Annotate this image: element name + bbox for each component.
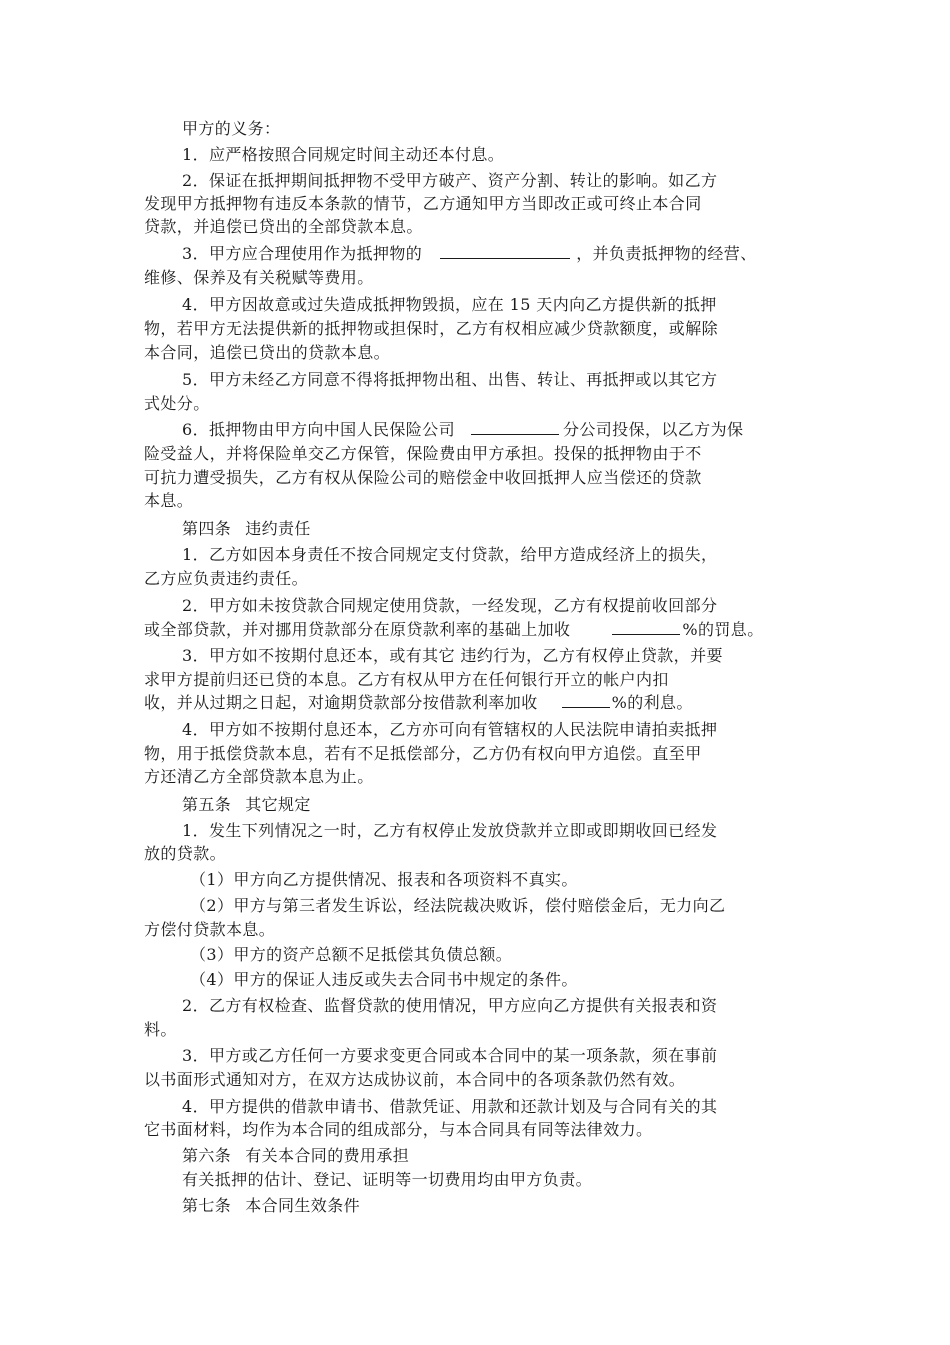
text-line <box>182 1170 592 1192</box>
text-line <box>182 821 717 843</box>
text-segment: 本合同，追偿已贷出的贷款本息。 <box>144 343 391 362</box>
text-segment: 求甲方提前归还已贷的本息。乙方有权从甲方在任何银行开立的帐户内扣 <box>144 670 669 689</box>
text-segment: 贷款，并追偿已贷出的全部贷款本息。 <box>144 217 423 236</box>
text-segment: %的利息。 <box>611 693 693 712</box>
text-segment: 料。 <box>144 1020 177 1039</box>
fill-in-blank <box>471 420 559 435</box>
text-line <box>144 1020 177 1042</box>
text-line <box>182 720 717 742</box>
text-line <box>144 767 374 789</box>
text-line <box>182 119 280 141</box>
text-segment: 1．应严格按照合同规定时间主动还本付息。 <box>182 145 505 164</box>
text-segment: 放的贷款。 <box>144 844 227 863</box>
text-line <box>144 343 390 365</box>
text-line <box>144 844 226 866</box>
text-segment: （1）甲方向乙方提供情况、报表和各项资料不真实。 <box>190 870 578 889</box>
text-line <box>144 217 423 239</box>
text-line <box>144 444 702 466</box>
text-segment: 维修、保养及有关税赋等费用。 <box>144 268 374 287</box>
text-segment: 本息。 <box>144 491 194 510</box>
text-line <box>182 370 717 392</box>
text-line <box>190 870 578 892</box>
text-line <box>182 596 717 618</box>
text-segment: 其它规定 <box>245 795 311 814</box>
text-segment: 2．乙方有权检查、监督贷款的使用情况，甲方应向乙方提供有关报表和资 <box>182 996 718 1015</box>
text-line <box>182 1196 360 1218</box>
fill-in-blank <box>440 244 570 259</box>
text-segment: ，并负责抵押物的经营、 <box>576 244 757 263</box>
text-segment: 2．保证在抵押期间抵押物不受甲方破产、资产分割、转让的影响。如乙方 <box>182 171 718 190</box>
text-line <box>182 295 717 317</box>
text-line <box>144 1070 685 1092</box>
text-segment: 3．甲方应合理使用作为抵押物的 <box>182 244 423 263</box>
text-segment: 第五条 <box>182 795 232 814</box>
text-line <box>144 920 275 942</box>
text-segment: （3）甲方的资产总额不足抵偿其负债总额。 <box>190 945 513 964</box>
text-line <box>182 545 717 567</box>
text-line <box>144 670 669 692</box>
text-segment: 式处分。 <box>144 394 210 413</box>
text-line <box>190 970 578 992</box>
text-line <box>144 620 764 642</box>
text-segment: 甲方的义务： <box>182 119 281 138</box>
text-segment: 物，用于抵偿贷款本息，若有不足抵偿部分，乙方仍有权向甲方追偿。直至甲 <box>144 744 702 763</box>
text-line <box>144 394 210 416</box>
text-segment: 有关抵押的估计、登记、证明等一切费用均由甲方负责。 <box>182 1170 593 1189</box>
text-line <box>182 171 717 193</box>
text-segment: 以书面形式通知对方，在双方达成协议前，本合同中的各项条款仍然有效。 <box>144 1070 686 1089</box>
text-line <box>182 996 717 1018</box>
text-segment: 4．甲方因故意或过失造成抵押物毁损，应在 15 天内向乙方提供新的抵押 <box>182 295 717 314</box>
text-segment: 违约责任 <box>245 519 311 538</box>
text-segment: （4）甲方的保证人违反或失去合同书中规定的条件。 <box>190 970 578 989</box>
fill-in-blank <box>612 620 680 635</box>
text-segment: 方还清乙方全部贷款本息为止。 <box>144 767 374 786</box>
text-segment: 有关本合同的费用承担 <box>245 1146 410 1165</box>
text-segment: 本合同生效条件 <box>245 1196 361 1215</box>
text-line <box>144 268 374 290</box>
text-line <box>144 693 693 715</box>
text-line <box>182 1046 717 1068</box>
text-segment: 第六条 <box>182 1146 232 1165</box>
text-line <box>190 896 725 918</box>
text-line <box>182 244 757 266</box>
text-segment: 4．甲方如不按期付息还本，乙方亦可向有管辖权的人民法院申请拍卖抵押 <box>182 720 718 739</box>
text-segment: 第七条 <box>182 1196 232 1215</box>
text-line <box>182 420 743 442</box>
text-segment: 2．甲方如未按贷款合同规定使用贷款，一经发现，乙方有权提前收回部分 <box>182 596 718 615</box>
text-segment: 或全部贷款，并对挪用贷款部分在原贷款利率的基础上加收 <box>144 620 571 639</box>
text-line <box>144 744 702 766</box>
text-segment: 物，若甲方无法提供新的抵押物或担保时，乙方有权相应减少贷款额度，或解除 <box>144 319 719 338</box>
text-segment: 分公司投保，以乙方为保 <box>562 420 744 439</box>
text-line <box>144 491 193 513</box>
text-segment: %的罚息。 <box>682 620 764 639</box>
text-line <box>182 646 723 668</box>
text-segment: 1．发生下列情况之一时，乙方有权停止发放贷款并立即或即期收回已经发 <box>182 821 718 840</box>
text-segment: 6．抵押物由甲方向中国人民保险公司 <box>182 420 455 439</box>
text-line <box>182 795 311 817</box>
text-line <box>144 194 702 216</box>
text-line <box>182 145 504 167</box>
text-segment: 1．乙方如因本身责任不按合同规定支付贷款，给甲方造成经济上的损失， <box>182 545 718 564</box>
text-line <box>144 319 718 341</box>
text-line <box>182 1146 409 1168</box>
text-segment: 4．甲方提供的借款申请书、借款凭证、用款和还款计划及与合同有关的其 <box>182 1097 718 1116</box>
text-segment: 它书面材料，均作为本合同的组成部分，与本合同具有同等法律效力。 <box>144 1120 653 1139</box>
text-segment: 3．甲方或乙方任何一方要求变更合同或本合同中的某一项条款，须在事前 <box>182 1046 718 1065</box>
text-segment: 乙方应负责违约责任。 <box>144 569 309 588</box>
text-segment: 方偿付贷款本息。 <box>144 920 276 939</box>
text-segment: 发现甲方抵押物有违反本条款的情节，乙方通知甲方当即改正或可终止本合同 <box>144 194 702 213</box>
text-segment: 收，并从过期之日起，对逾期贷款部分按借款利率加收 <box>144 693 538 712</box>
text-line <box>144 569 308 591</box>
text-segment: 可抗力遭受损失，乙方有权从保险公司的赔偿金中收回抵押人应当偿还的贷款 <box>144 468 702 487</box>
text-line <box>182 1097 717 1119</box>
fill-in-blank <box>562 693 610 708</box>
text-line <box>190 945 512 967</box>
text-line <box>144 468 702 490</box>
text-line <box>144 1120 652 1142</box>
text-line <box>182 519 311 541</box>
text-segment: 5．甲方未经乙方同意不得将抵押物出租、出售、转让、再抵押或以其它方 <box>182 370 718 389</box>
text-segment: 3．甲方如不按期付息还本，或有其它 违约行为，乙方有权停止贷款，并要 <box>182 646 723 665</box>
text-segment: 第四条 <box>182 519 232 538</box>
text-segment: （2）甲方与第三者发生诉讼，经法院裁决败诉，偿付赔偿金后，无力向乙 <box>190 896 726 915</box>
text-segment: 险受益人，并将保险单交乙方保管，保险费由甲方承担。投保的抵押物由于不 <box>144 444 702 463</box>
